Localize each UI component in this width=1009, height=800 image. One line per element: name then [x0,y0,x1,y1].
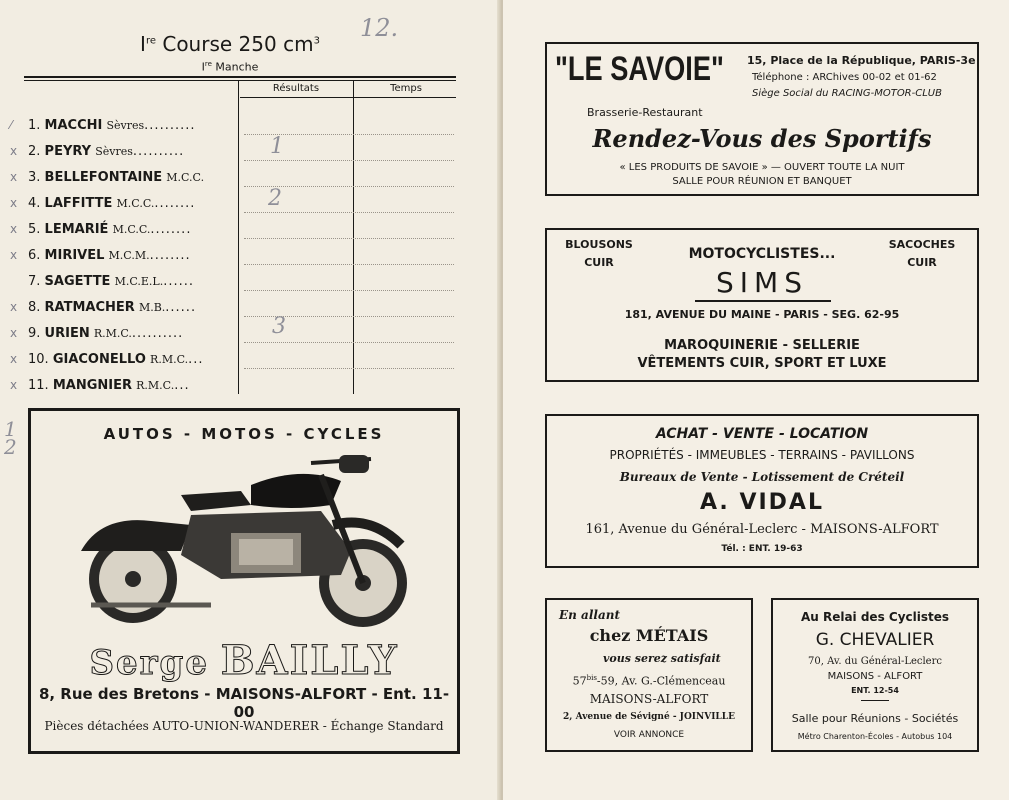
metais-city: MAISONS-ALFORT [589,692,709,706]
entry-row: 11. MANGNIER R.M.C.... [28,378,190,393]
chevalier-ornament [861,700,889,701]
vidal-line2: Bureaux de Vente - Lotissement de Créteil [619,470,905,484]
chevalier-address: 70, Av. du Général-Leclerc [808,656,942,667]
savoie-line1: « LES PRODUITS DE SAVOIE » — OUVERT TOUTE LA NUIT [619,162,905,173]
margin-note: 1 2 [4,417,17,459]
check-mark: x [10,222,18,236]
bailly-footer: Pièces détachées AUTO-UNION-WANDERER - Échange Standard [44,719,444,733]
vidal-line1: PROPRIÉTÉS - IMMEUBLES - TERRAINS - PAVILLONS [609,448,915,462]
sims-right-label-1: SACOCHES [888,238,956,251]
handwritten-note: 12. [360,14,399,42]
chevalier-line1: Salle pour Réunions - Sociétés [791,712,959,725]
vidal-headline: ACHAT - VENTE - LOCATION [655,426,869,442]
check-mark: x [10,378,18,392]
savoie-address: 15, Place de la République, PARIS-3e [747,54,976,67]
entry-row: 5. LEMARIÉ M.C.C......... [28,222,192,237]
savoie-title: "LE SAVOIE" [555,50,724,88]
sims-left-label-1: BLOUSONS [565,238,633,251]
savoie-siege: Siège Social du RACING-MOTOR-CLUB [752,88,942,99]
row-line [244,264,454,265]
bailly-headline: AUTOS - MOTOS - CYCLES [103,425,385,443]
sims-headline: MOTOCYCLISTES... [688,246,836,262]
ad-savoie [545,42,979,196]
check-mark: x [10,144,18,158]
ad-bailly [28,408,460,754]
metais-address: $57^{bis}-59$, Av. G.-Clémenceau [572,674,726,688]
entry-row: 4. LAFFITTE M.C.C......... [28,196,196,211]
sims-underline [695,300,831,302]
vidal-phone: Tél. : ENT. 19-63 [721,544,803,554]
entry-result: 3 [272,314,286,339]
chevalier-headline: Au Relai des Cyclistes [800,610,950,624]
savoie-type: Brasserie-Restaurant [587,106,703,119]
sims-right-label-2: CUIR [907,256,937,269]
check-mark: x [10,326,18,340]
sims-line2: VÊTEMENTS CUIR, SPORT ET LUXE [637,356,887,371]
chevalier-city: MAISONS - ALFORT [827,671,923,682]
motorcycle-image [71,455,421,631]
header-underline [240,97,456,98]
check-mark: x [10,352,18,366]
row-line [244,238,454,239]
metais-line2: vous serez satisfait [603,652,721,665]
table-top-rule [24,76,456,78]
vidal-address: 161, Avenue du Général-Leclerc - MAISONS-ALFORT [585,522,939,537]
col-time-header: Temps [390,83,422,94]
course-title: Ire Course 250 $cm^3$ [140,32,320,56]
ad-chevalier [771,598,979,752]
entry-row: 6. MIRIVEL M.C.M......... [28,248,191,263]
col-results-header: Résultats [272,83,320,94]
bailly-name: Serge BAILLY [89,637,399,684]
metais-line1: En allant [559,608,620,622]
entry-row: 8. RATMACHER M.B....... [28,300,197,315]
row-line [244,290,454,291]
chevalier-name: G. CHEVALIER [815,630,935,650]
table-top-rule-2 [24,80,456,81]
check-mark: x [10,196,18,210]
savoie-slogan: Rendez-Vous des Sportifs [592,124,932,153]
row-line [244,342,454,343]
left-page [0,0,500,800]
entry-result: 2 [268,186,282,211]
ad-sims [545,228,979,382]
bailly-address: 8, Rue des Bretons - MAISONS-ALFORT - Ent. 11-00 [38,685,450,721]
sims-left-label-2: CUIR [584,256,614,269]
right-page [503,0,1009,800]
ad-metais [545,598,753,752]
entry-row: 7. SAGETTE M.C.E.L....... [28,274,194,289]
col-divider-1 [238,80,239,394]
entry-row: 3. BELLEFONTAINE M.C.C. [28,170,205,185]
check-mark: x [10,248,18,262]
manche-label: Ire Manche [201,60,259,74]
savoie-line2: SALLE POUR RÉUNION ET BANQUET [672,176,852,187]
ad-vidal [545,414,979,568]
check-mark: x [10,300,18,314]
entry-row: 10. GIACONELLO R.M.C.... [28,352,204,367]
entry-row: 1. MACCHI Sèvres.......... [28,118,196,133]
row-line [244,368,454,369]
check-mark: x [10,170,18,184]
check-mark: ⁄ [10,118,13,132]
metais-name: chez MÉTAIS [589,626,709,645]
col-divider-2 [353,80,354,394]
chevalier-phone: ENT. 12-54 [851,686,899,695]
entry-result: 1 [270,134,284,159]
chevalier-line2: Métro Charenton-Écoles - Autobus 104 [797,732,953,741]
metais-address2: 2, Avenue de Sévigné - JOINVILLE [563,712,735,722]
entry-row: 9. URIEN R.M.C........... [28,326,184,341]
vidal-name: A. VIDAL [700,490,824,515]
savoie-phone: Téléphone : ARChives 00-02 et 01-62 [752,72,937,83]
row-line [244,160,454,161]
metais-note: VOIR ANNONCE [613,730,685,740]
entry-row: 2. PEYRY Sèvres.......... [28,144,185,159]
sims-address: 181, AVENUE DU MAINE - PARIS - SEG. 62-95 [624,308,900,321]
sims-line1: MAROQUINERIE - SELLERIE [664,338,860,353]
row-line [244,212,454,213]
sims-name: SIMS [716,266,808,299]
